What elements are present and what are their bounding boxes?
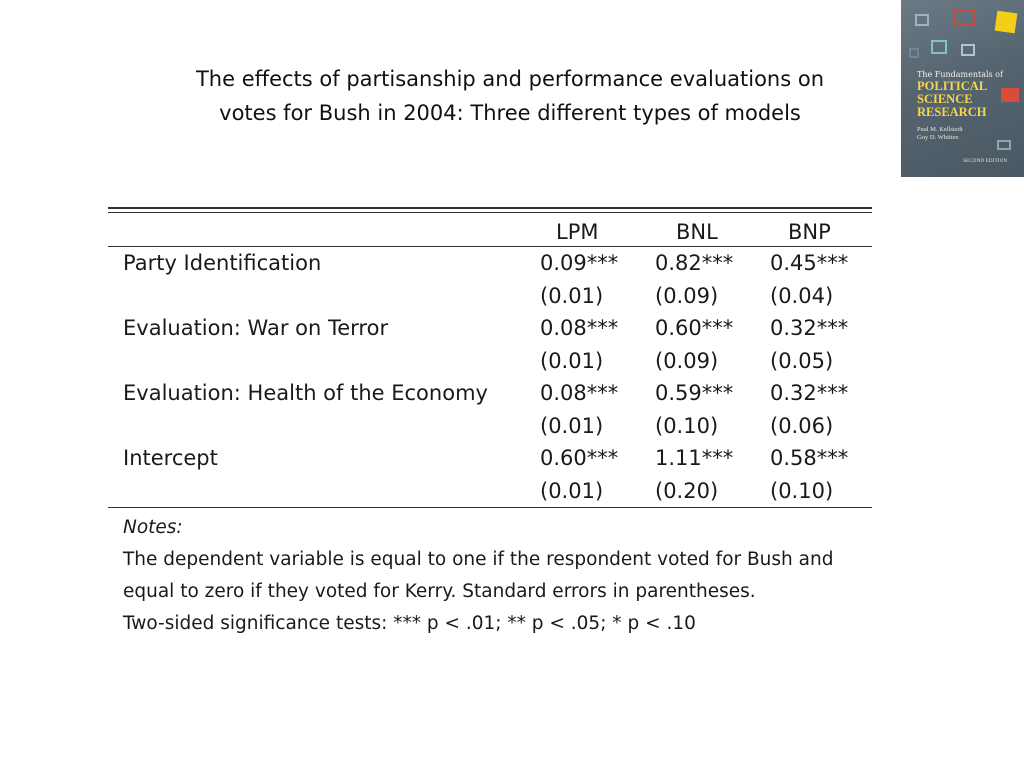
cover-author: Guy D. Whitten [917,134,959,141]
table-notes [108,508,872,640]
table-row-se [108,280,872,313]
se-cell: (0.09) [655,348,719,373]
coef-cell: 0.59*** [655,381,734,405]
cover-title [917,80,987,119]
se-cell: (0.10) [655,413,719,438]
cover-title-line: POLITICAL [917,79,988,93]
se-cell: (0.09) [655,283,719,308]
book-cover-image [901,0,1024,177]
table-row-coef [108,442,872,475]
cover-square-decoration [909,48,919,58]
slide-title [150,62,870,130]
coef-cell: 0.32*** [770,316,849,340]
cover-square-decoration [915,14,929,26]
table-row-coef [108,312,872,345]
coef-cell: 0.58*** [770,446,849,470]
se-cell: (0.10) [770,478,834,503]
se-cell: (0.05) [770,348,834,373]
table-top-rule [108,207,872,209]
table-header [108,213,872,246]
table-row-coef [108,377,872,410]
regression-table [108,207,872,640]
cover-title-line: RESEARCH [917,105,987,119]
table-row-se [108,345,872,378]
cover-square-decoration [961,44,975,56]
coef-cell: 1.11*** [655,446,734,470]
cover-square-decoration [1001,88,1019,102]
column-header-lpm: LPM [556,220,599,244]
column-header-bnl: BNL [676,220,718,244]
cover-square-decoration [997,140,1011,150]
row-label: Evaluation: War on Terror [123,316,389,340]
title-line-1: The effects of partisanship and performance evaluations on [195,67,825,91]
coef-cell: 0.60*** [540,446,619,470]
cover-subtitle: The Fundamentals of [917,70,1003,79]
se-cell: (0.20) [655,478,719,503]
coef-cell: 0.08*** [540,316,619,340]
row-label: Intercept [123,446,218,470]
row-label: Party Identification [123,251,322,275]
cover-title-line: SCIENCE [917,92,973,106]
table-row-coef [108,247,872,280]
table-row-se [108,410,872,443]
notes-line: equal to zero if they voted for Kerry. Standard errors in parentheses. [123,581,756,602]
row-label: Evaluation: Health of the Economy [123,381,488,405]
se-cell: (0.04) [770,283,834,308]
title-line-2: votes for Bush in 2004: Three different types of models [219,101,801,125]
coef-cell: 0.60*** [655,316,734,340]
notes-line: Two-sided significance tests: *** p < .01; ** p < .05; * p < .10 [123,613,696,634]
cover-authors [917,126,963,142]
coef-cell: 0.45*** [770,251,849,275]
column-header-bnp: BNP [788,220,831,244]
notes-heading: Notes: [123,517,183,538]
coef-cell: 0.09*** [540,251,619,275]
cover-square-decoration [953,10,975,26]
coef-cell: 0.82*** [655,251,734,275]
se-cell: (0.01) [540,348,604,373]
table-row-se [108,475,872,508]
cover-edition: SECOND EDITION [963,159,1008,164]
cover-author: Paul M. Kellstedt [917,126,963,133]
cover-square-decoration [995,11,1018,34]
coef-cell: 0.08*** [540,381,619,405]
cover-square-decoration [931,40,947,54]
se-cell: (0.01) [540,478,604,503]
coef-cell: 0.32*** [770,381,849,405]
notes-line: The dependent variable is equal to one if the respondent voted for Bush and [123,549,834,570]
se-cell: (0.06) [770,413,834,438]
se-cell: (0.01) [540,283,604,308]
se-cell: (0.01) [540,413,604,438]
